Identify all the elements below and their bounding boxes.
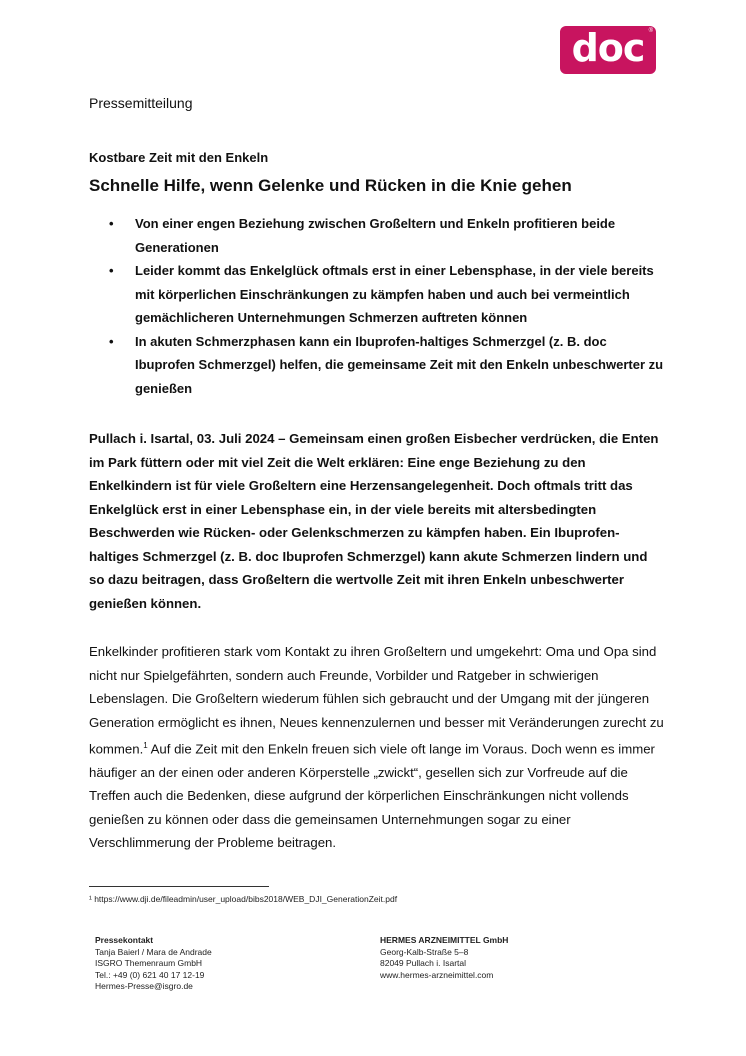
footnote-divider xyxy=(89,886,269,887)
bullet-item xyxy=(89,330,669,401)
headline: Schnelle Hilfe, wenn Gelenke und Rücken in die Knie gehen xyxy=(89,176,572,195)
doc-logo xyxy=(560,26,656,74)
footnote-reference: 1 xyxy=(143,741,148,750)
company-address-line: 82049 Pullach i. Isartal xyxy=(380,958,466,968)
company-address-line: Georg-Kalb-Straße 5–8 xyxy=(380,946,469,957)
body-text-part2: Auf die Zeit mit den Enkeln freuen sich viele oft lange im Voraus. Doch wenn es immer häufiger an der einen oder anderen Körperstelle „zwickt“, gesellen sich zur Vorfreude auf die Treffen auch die Bedenken, diese aufgrund der körperlichen Einschränkungen nicht vollends genießen zu können oder dass die gemeinsamen Unternehmungen sogar zu einer Verschlimmerung der Probleme beitragen. xyxy=(89,741,655,851)
bullet-text: Von einer engen Beziehung zwischen Großeltern und Enkeln profitieren beide Generationen xyxy=(135,216,616,255)
document-type: Pressemitteilung xyxy=(89,95,193,111)
registered-mark: ® xyxy=(648,28,653,34)
bullet-item xyxy=(89,259,669,330)
press-contact-line: Tel.: +49 (0) 621 40 17 12-19 xyxy=(95,969,205,980)
footnote: ¹ https://www.dji.de/fileadmin/user_upload/bibs2018/WEB_DJI_GenerationZeit.pdf xyxy=(89,894,398,904)
press-contact xyxy=(95,935,212,993)
bullet-dot-icon: • xyxy=(109,263,114,278)
company-name: HERMES ARZNEIMITTEL GmbH xyxy=(380,935,509,945)
press-contact-email: Hermes-Presse@isgro.de xyxy=(95,981,193,991)
bullet-text: Leider kommt das Enkelglück oftmals erst in einer Lebensphase, in der viele bereits mit körperlichen Einschränkungen zu kämpfen haben und auch bei vermeintlich gemächlicheren Unternehmungen Schmerzen auftreten können xyxy=(135,263,654,325)
press-contact-line: ISGRO Themenraum GmbH xyxy=(95,958,203,968)
summary-bullets xyxy=(89,212,669,400)
press-contact-line: Tanja Baierl / Mara de Andrade xyxy=(95,946,212,957)
bullet-dot-icon: • xyxy=(109,333,114,349)
bullet-dot-icon: • xyxy=(109,216,114,231)
body-paragraph xyxy=(89,640,664,855)
company-contact xyxy=(380,935,508,981)
lead-paragraph: Pullach i. Isartal, 03. Juli 2024 – Gemeinsam einen großen Eisbecher verdrücken, die Enten im Park füttern oder mit viel Zeit die Welt erklären: Eine enge Beziehung zu den Enkelkindern ist für viele Großeltern eine Herzensangelegenheit. Doch oftmals tritt das Enkelglück erst in einer Lebensphase ein, in der viele bereits mit altersbedingten Beschwerden wie Rücken- oder Gelenkschmerzen zu kämpfen haben. Ein Ibuprofen-haltiges Schmerzgel (z. B. doc Ibuprofen Schmerzgel) kann akute Schmerzen lindern und so dazu beitragen, dass Großeltern die wertvolle Zeit mit ihren Enkeln unbeschwerter genießen können. xyxy=(89,431,659,611)
company-website: www.hermes-arzneimittel.com xyxy=(380,969,494,980)
logo-text: doc xyxy=(571,26,645,70)
bullet-text: In akuten Schmerzphasen kann ein Ibuprofen-haltiges Schmerzgel (z. B. doc Ibuprofen Schmerzgel) helfen, die gemeinsame Zeit mit den Enkeln unbeschwerter zu genießen xyxy=(135,333,664,396)
body-text-part1: Enkelkinder profitieren stark vom Kontakt zu ihren Großeltern und umgekehrt: Oma und Opa sind nicht nur Spielgefährten, sondern auch Freunde, Vorbilder und Ratgeber in schwierigen Lebenslagen. Die Großeltern wiederum fühlen sich gebraucht und der Umgang mit der jüngeren Generation ermöglicht es ihnen, Neues kennenzulernen und besser mit Veränderungen zurecht zu kommen. xyxy=(89,644,664,757)
press-contact-heading: Pressekontakt xyxy=(95,935,154,945)
bullet-item xyxy=(89,212,669,259)
kicker: Kostbare Zeit mit den Enkeln xyxy=(89,150,269,165)
